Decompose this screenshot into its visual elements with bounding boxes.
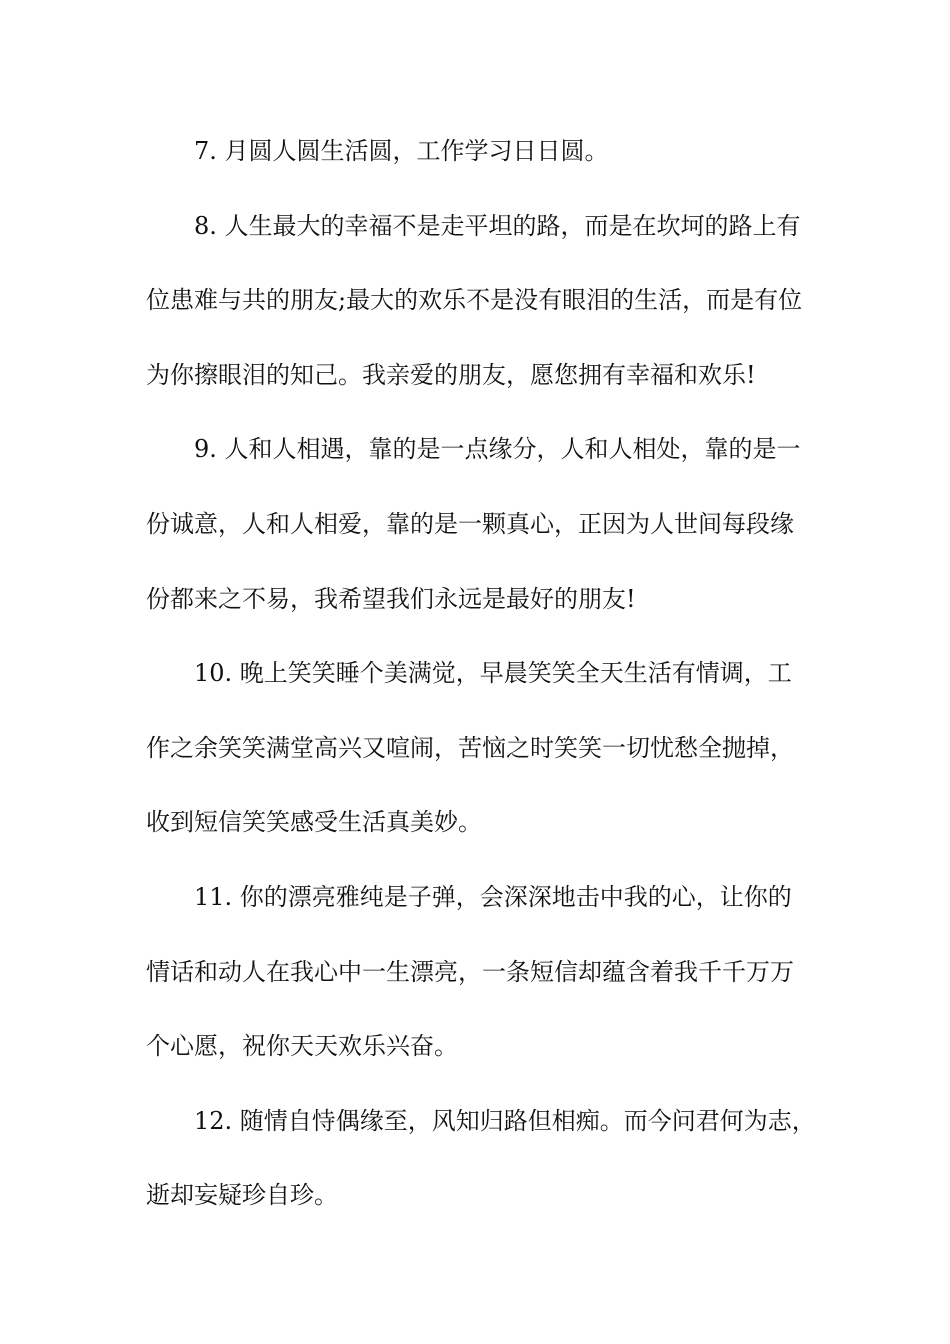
paragraph-line: 11. 你的漂亮雅纯是子弹，会深深地击中我的心，让你的 bbox=[194, 882, 792, 911]
paragraph-12 bbox=[146, 1098, 826, 1247]
paragraph-11 bbox=[146, 874, 826, 1098]
paragraph-line: 9. 人和人相遇，靠的是一点缘分，人和人相处，靠的是一 bbox=[194, 435, 801, 464]
paragraph-line: 8. 人生最大的幸福不是走平坦的路，而是在坎坷的路上有 bbox=[194, 211, 801, 240]
paragraph-line: 10. 晚上笑笑睡个美满觉，早晨笑笑全天生活有情调，工 bbox=[194, 659, 792, 688]
paragraph-line: 逝却妄疑珍自珍。 bbox=[146, 1181, 338, 1210]
paragraph-line: 位患难与共的朋友;最大的欢乐不是没有眼泪的生活，而是有位 bbox=[146, 286, 803, 315]
paragraph-line: 12. 随情自恃偶缘至，风知归路但相痴。而今问君何为志， bbox=[194, 1106, 816, 1135]
paragraph-line: 7. 月圆人圆生活圆，工作学习日日圆。 bbox=[194, 137, 609, 165]
paragraph-line: 份都来之不易，我希望我们永远是最好的朋友! bbox=[146, 584, 636, 613]
paragraph-10 bbox=[146, 650, 826, 874]
paragraph-line: 个心愿，祝你天天欢乐兴奋。 bbox=[146, 1032, 458, 1061]
paragraph-line: 份诚意，人和人相爱，靠的是一颗真心，正因为人世间每段缘 bbox=[146, 509, 794, 538]
document-body bbox=[146, 128, 826, 1247]
paragraph-8 bbox=[146, 203, 826, 427]
paragraph-line: 情话和动人在我心中一生漂亮，一条短信却蕴含着我千千万万 bbox=[146, 957, 794, 986]
paragraph-line: 收到短信笑笑感受生活真美妙。 bbox=[146, 808, 482, 837]
paragraph-9 bbox=[146, 426, 826, 650]
paragraph-7 bbox=[146, 128, 826, 203]
paragraph-line: 作之余笑笑满堂高兴又喧闹，苦恼之时笑笑一切忧愁全抛掉， bbox=[146, 733, 794, 762]
paragraph-line: 为你擦眼泪的知己。我亲爱的朋友，愿您拥有幸福和欢乐! bbox=[146, 360, 756, 389]
